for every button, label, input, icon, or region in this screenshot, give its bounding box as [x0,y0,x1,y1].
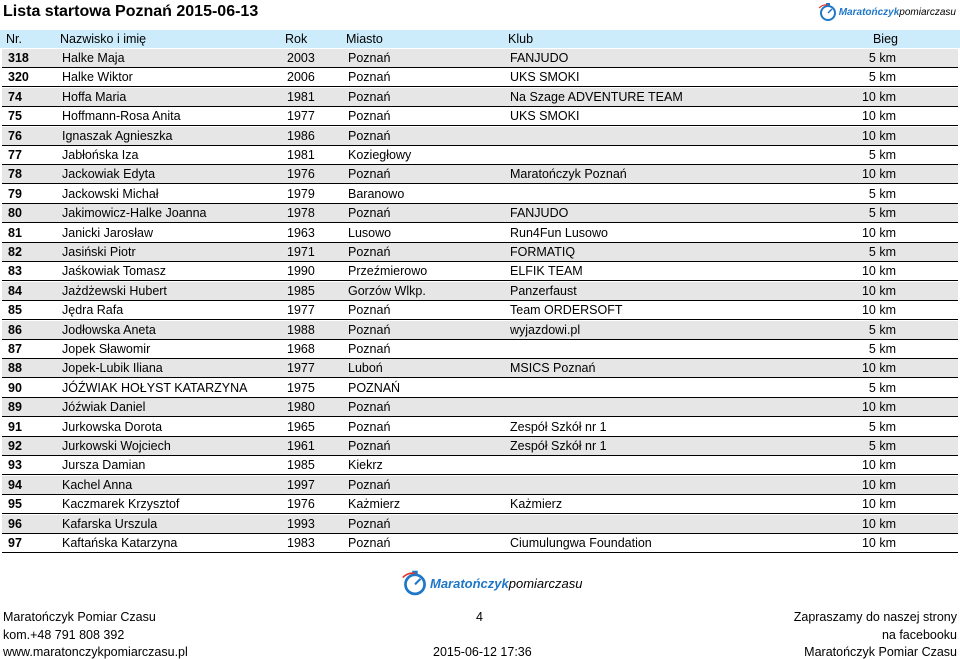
cell-bieg: 5 km [868,186,896,201]
table-row [2,321,958,340]
cell-nr: 80 [8,206,22,221]
cell-name: Halke Maja [62,51,125,65]
cell-bieg: 5 km [868,148,896,162]
cell-nr: 83 [8,264,22,279]
table-row [2,165,958,184]
table-row [2,146,958,165]
cell-rok: 1997 [287,477,315,492]
cell-name: Jabłońska Iza [62,148,139,162]
table-row [2,301,958,320]
cell-club: Zespół Szkół nr 1 [510,419,607,434]
cell-bieg: 5 km [868,206,896,221]
cell-name: Jurkowska Dorota [62,419,163,434]
cell-name: Jóźwiak Daniel [62,400,146,415]
cell-nr: 93 [8,458,22,473]
col-name: Nazwisko i imię [60,32,147,46]
cell-club: Ciumulungwa Foundation [510,536,652,550]
cell-city: Poznań [348,400,391,415]
brand-logo-footer: Maratończykpomiarczasu [400,568,582,598]
table-row [2,68,958,87]
cell-club: Run4Fun Lusowo [510,225,608,240]
table-row [2,204,958,223]
cell-city: Poznań [348,206,391,221]
cell-city: Przeźmierowo [348,264,428,279]
cell-club: MSICS Poznań [510,361,596,376]
cell-city: Gorzów Wlkp. [348,283,426,298]
cell-nr: 86 [8,322,22,337]
cell-rok: 1971 [287,245,315,259]
cell-city: Poznań [348,109,391,124]
cell-bieg: 10 km [861,516,896,531]
cell-city: Luboń [348,361,383,376]
cell-nr: 78 [8,167,22,182]
table-row [2,262,958,281]
cell-rok: 1961 [287,439,315,453]
cell-bieg: 10 km [861,283,896,298]
cell-rok: 1993 [287,516,315,531]
cell-club: FORMATIQ [510,245,576,259]
cell-rok: 1986 [287,128,315,143]
cell-name: Jackowski Michał [62,186,159,201]
cell-bieg: 10 km [861,477,896,492]
cell-city: Lusowo [348,225,392,240]
col-rok: Rok [285,32,308,46]
cell-nr: 88 [8,361,22,376]
cell-rok: 1965 [287,419,315,434]
cell-name: Kaczmarek Krzysztof [62,497,180,512]
cell-rok: 1977 [287,303,315,318]
cell-club: ELFIK TEAM [510,264,583,279]
cell-nr: 85 [8,303,22,318]
cell-club: wyjazdowi.pl [510,322,581,337]
footer-company-right: Maratończyk Pomiar Czasu [804,645,957,659]
cell-nr: 92 [8,439,22,453]
cell-rok: 1976 [287,497,315,512]
cell-name: Kafarska Urszula [62,516,158,531]
cell-city: Kiekrz [348,458,383,473]
cell-city: Poznań [348,303,391,318]
cell-city: Poznań [348,167,391,182]
cell-nr: 318 [8,51,29,65]
cell-rok: 1968 [287,342,315,356]
table-row [2,243,958,262]
cell-nr: 96 [8,516,22,531]
cell-bieg: 10 km [861,536,896,550]
cell-bieg: 10 km [861,167,896,182]
cell-city: Poznań [348,342,391,356]
table-row [2,534,958,553]
cell-nr: 75 [8,109,22,124]
cell-name: Jaśkowiak Tomasz [62,264,166,279]
cell-rok: 1988 [287,322,315,337]
cell-city: Poznań [348,245,391,259]
cell-city: Poznań [348,51,391,65]
cell-nr: 84 [8,283,22,298]
col-club: Klub [508,32,534,46]
cell-bieg: 5 km [868,245,896,259]
cell-city: Poznań [348,439,391,453]
stopwatch-icon [400,568,430,598]
col-nr: Nr. [6,32,22,46]
cell-name: Jasiński Piotr [62,245,136,259]
footer-website[interactable]: www.maratonczykpomiarczasu.pl [3,645,188,659]
table-row [2,282,958,301]
cell-city: Poznań [348,70,391,85]
cell-bieg: 10 km [861,128,896,143]
cell-rok: 1975 [287,380,315,395]
cell-nr: 76 [8,128,22,143]
table-row [2,515,958,534]
table-row [2,49,958,68]
cell-city: Poznań [348,128,391,143]
cell-bieg: 10 km [861,400,896,415]
cell-club: Maratończyk Poznań [510,167,627,182]
cell-name: Jursza Damian [62,458,146,473]
cell-name: Hoffmann-Rosa Anita [62,109,181,124]
cell-bieg: 5 km [868,342,896,356]
cell-club: UKS SMOKI [510,70,580,85]
cell-name: Kachel Anna [62,477,133,492]
cell-club: FANJUDO [510,206,569,221]
cell-nr: 90 [8,380,22,395]
cell-bieg: 5 km [868,419,896,434]
cell-bieg: 10 km [861,361,896,376]
cell-name: Jodłowska Aneta [62,322,156,337]
cell-bieg: 5 km [868,439,896,453]
cell-name: Jopek Sławomir [62,342,151,356]
cell-city: Poznań [348,516,391,531]
cell-name: Janicki Jarosław [62,225,154,240]
print-timestamp: 2015-06-12 17:36 [433,645,532,659]
cell-nr: 82 [8,245,22,259]
cell-city: POZNAŃ [348,380,401,395]
cell-club: Team ORDERSOFT [510,303,623,318]
cell-nr: 97 [8,536,22,550]
brand-logo: Maratończykpomiarczasu [817,2,956,22]
cell-bieg: 10 km [861,225,896,240]
cell-rok: 1981 [287,148,315,162]
cell-rok: 2003 [287,51,315,65]
table-header [0,30,960,48]
col-city: Miasto [346,32,383,46]
cell-nr: 94 [8,477,22,492]
table-row [2,418,958,437]
cell-rok: 1981 [287,89,315,104]
table-row [2,340,958,359]
table-row [2,437,958,456]
cell-bieg: 10 km [861,89,896,104]
cell-name: JÓŹWIAK HOŁYST KATARZYNA [62,380,248,395]
cell-bieg: 5 km [868,322,896,337]
cell-rok: 1979 [287,186,315,201]
cell-rok: 1976 [287,167,315,182]
footer-facebook: na facebooku [881,628,957,642]
cell-club: Zespół Szkół nr 1 [510,439,607,453]
cell-rok: 1980 [287,400,315,415]
table-row [2,456,958,475]
cell-city: Baranowo [348,186,405,201]
table-row [2,476,958,495]
table-row [2,359,958,378]
cell-nr: 91 [8,419,22,434]
cell-name: Jurkowski Wojciech [62,439,171,453]
cell-nr: 74 [8,89,22,104]
cell-name: Jażdżewski Hubert [62,283,167,298]
cell-name: Jakimowicz-Halke Joanna [62,206,207,221]
cell-bieg: 10 km [861,109,896,124]
cell-name: Hoffa Maria [62,89,127,104]
cell-rok: 1985 [287,283,315,298]
cell-city: Poznań [348,89,391,104]
table-row [2,127,958,146]
table-row [2,185,958,204]
cell-rok: 1983 [287,536,315,550]
cell-city: Poznań [348,536,391,550]
cell-city: Każmierz [348,497,401,512]
stopwatch-icon [817,2,839,22]
cell-city: Koziegłowy [348,148,412,162]
footer-invite: Zapraszamy do naszej strony [793,610,957,624]
cell-rok: 2006 [287,70,315,85]
cell-name: Halke Wiktor [62,70,133,85]
page-title: Lista startowa Poznań 2015-06-13 [3,3,259,20]
table-row [2,88,958,107]
cell-rok: 1978 [287,206,315,221]
table-row [2,224,958,243]
cell-nr: 320 [8,70,29,85]
cell-nr: 95 [8,497,22,512]
footer-phone: kom.+48 791 808 392 [3,628,125,642]
cell-club: Panzerfaust [510,283,577,298]
cell-name: Jackowiak Edyta [62,167,156,182]
cell-club: FANJUDO [510,51,569,65]
table-row [2,398,958,417]
cell-club: UKS SMOKI [510,109,580,124]
cell-bieg: 10 km [861,303,896,318]
cell-bieg: 5 km [868,70,896,85]
table-row [2,107,958,126]
cell-rok: 1977 [287,109,315,124]
cell-bieg: 10 km [861,458,896,473]
cell-rok: 1977 [287,361,315,376]
cell-rok: 1985 [287,458,315,473]
cell-nr: 81 [8,225,22,240]
cell-nr: 89 [8,400,22,415]
cell-nr: 77 [8,148,22,162]
table-row [2,379,958,398]
table-row [2,495,958,514]
cell-city: Poznań [348,419,391,434]
cell-bieg: 5 km [868,380,896,395]
cell-rok: 1963 [287,225,315,240]
cell-club: Każmierz [510,497,563,512]
cell-club: Na Szage ADVENTURE TEAM [510,89,683,104]
cell-nr: 79 [8,186,22,201]
col-bieg: Bieg [872,32,898,46]
cell-bieg: 5 km [868,51,896,65]
cell-name: Kaftańska Katarzyna [62,536,178,550]
cell-name: Jopek-Lubik Iliana [62,361,163,376]
page-number: 4 [476,610,483,624]
cell-name: Ignaszak Agnieszka [62,128,173,143]
footer-company: Maratończyk Pomiar Czasu [3,610,156,624]
cell-city: Poznań [348,322,391,337]
cell-city: Poznań [348,477,391,492]
cell-bieg: 10 km [861,497,896,512]
cell-nr: 87 [8,342,22,356]
cell-rok: 1990 [287,264,315,279]
cell-name: Jędra Rafa [62,303,124,318]
cell-bieg: 10 km [861,264,896,279]
